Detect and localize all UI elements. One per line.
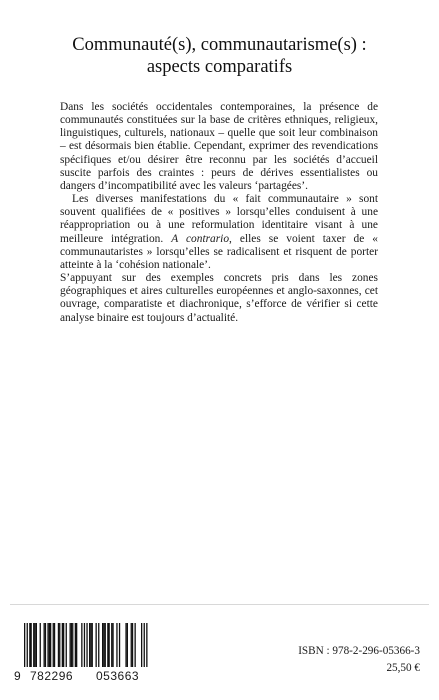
barcode-bar [90, 623, 91, 669]
barcode-bar [36, 623, 37, 669]
barcode-bar [71, 623, 72, 669]
blurb-paragraph-3: S’appuyant sur des exemples concrets pris dans les zones géographiques et aires culturelles européennes et anglo-saxonnes, cet ouvrage, comparatiste et diachronique, s’efforce de vérifier si cette analyse binaire est toujours d’actualité. [60, 272, 378, 324]
barcode-bar [50, 623, 51, 669]
barcode-bar [54, 623, 55, 669]
barcode-bar [62, 623, 63, 669]
barcode-bar [49, 623, 50, 669]
barcode-right-group: 053663 [96, 669, 140, 683]
blurb-paragraph-2-end: , elles se voient taxer de « communautaristes » lorsqu’elles se radicalisent et risquent de porter atteinte à la ‘cohésion nationale’. [60, 232, 378, 271]
blurb-text [60, 101, 378, 325]
blurb-paragraph-2 [60, 193, 378, 272]
barcode-digits [14, 667, 164, 685]
barcode-bar [127, 623, 128, 669]
barcode-bar [131, 623, 132, 669]
book-title [0, 34, 439, 78]
title-line-2: aspects comparatifs [146, 57, 293, 77]
barcode-bar [29, 623, 30, 669]
barcode-bar [33, 623, 34, 669]
barcode-bar [98, 623, 99, 669]
barcode-lead-digit: 9 [14, 669, 22, 683]
barcode-bar [76, 623, 77, 669]
barcode-bar [125, 623, 126, 669]
blurb-paragraph-1: Dans les sociétés occidentales contemporaines, la présence de communautés constituées sur la base de critères ethniques, religieux, linguistiques, culturels, nationaux – quelle que soit leur combinaison – est désormais bien établie. Cependant, exprimer des revendications spécifiques et/ou désirer être reconnu par les sociétés d’accueil suscite parfois des craintes : peurs de dérives essentialistes ou dangers d’incompatibilité avec les valeurs ‘partagées’. [60, 101, 378, 192]
barcode-bar [102, 623, 103, 669]
barcode-left-group: 782296 [30, 669, 74, 683]
blurb-paragraph-2-start: Les diverses manifestations du « fait communautaire » sont souvent qualifiées de « positives » lorsqu’elles conduisent à une réappropriation ou à une reformulation identitaire visant à une meilleure intégration. [60, 193, 378, 245]
barcode-bar [141, 623, 142, 669]
barcode-bar [34, 623, 35, 669]
barcode-bar [112, 623, 113, 669]
divider [10, 604, 429, 605]
barcode-bar [111, 623, 112, 669]
barcode-bar [103, 623, 104, 669]
barcode-bar [53, 623, 54, 669]
barcode-bar [89, 623, 90, 669]
barcode-bar [92, 623, 93, 669]
barcode-bar [75, 623, 76, 669]
barcode-bar [66, 623, 67, 669]
barcode-bar [96, 623, 97, 669]
barcode-bar [44, 623, 45, 669]
barcode-bar [109, 623, 110, 669]
barcode-bar [70, 623, 71, 669]
barcode-bar [47, 623, 48, 669]
barcode-bar [63, 623, 64, 669]
barcode-bar [107, 623, 108, 669]
barcode-bar [59, 623, 60, 669]
barcode-bar [81, 623, 82, 669]
barcode-bar [116, 623, 117, 669]
barcode-bar [45, 623, 46, 669]
barcode-bar [72, 623, 73, 669]
barcode-bar [132, 623, 133, 669]
barcode-bar [31, 623, 32, 669]
price: 25,50 € [386, 662, 420, 674]
barcode-bar [105, 623, 106, 669]
barcode [14, 623, 164, 685]
isbn-number: ISBN : 978-2-296-05366-3 [298, 645, 420, 657]
barcode-bar [40, 623, 41, 669]
barcode-bar [119, 623, 120, 669]
barcode-bar [58, 623, 59, 669]
barcode-bar [135, 623, 136, 669]
blurb-italic-phrase: A contrario [171, 232, 230, 245]
title-line-1: Communauté(s), communautarisme(s) : [72, 35, 367, 55]
